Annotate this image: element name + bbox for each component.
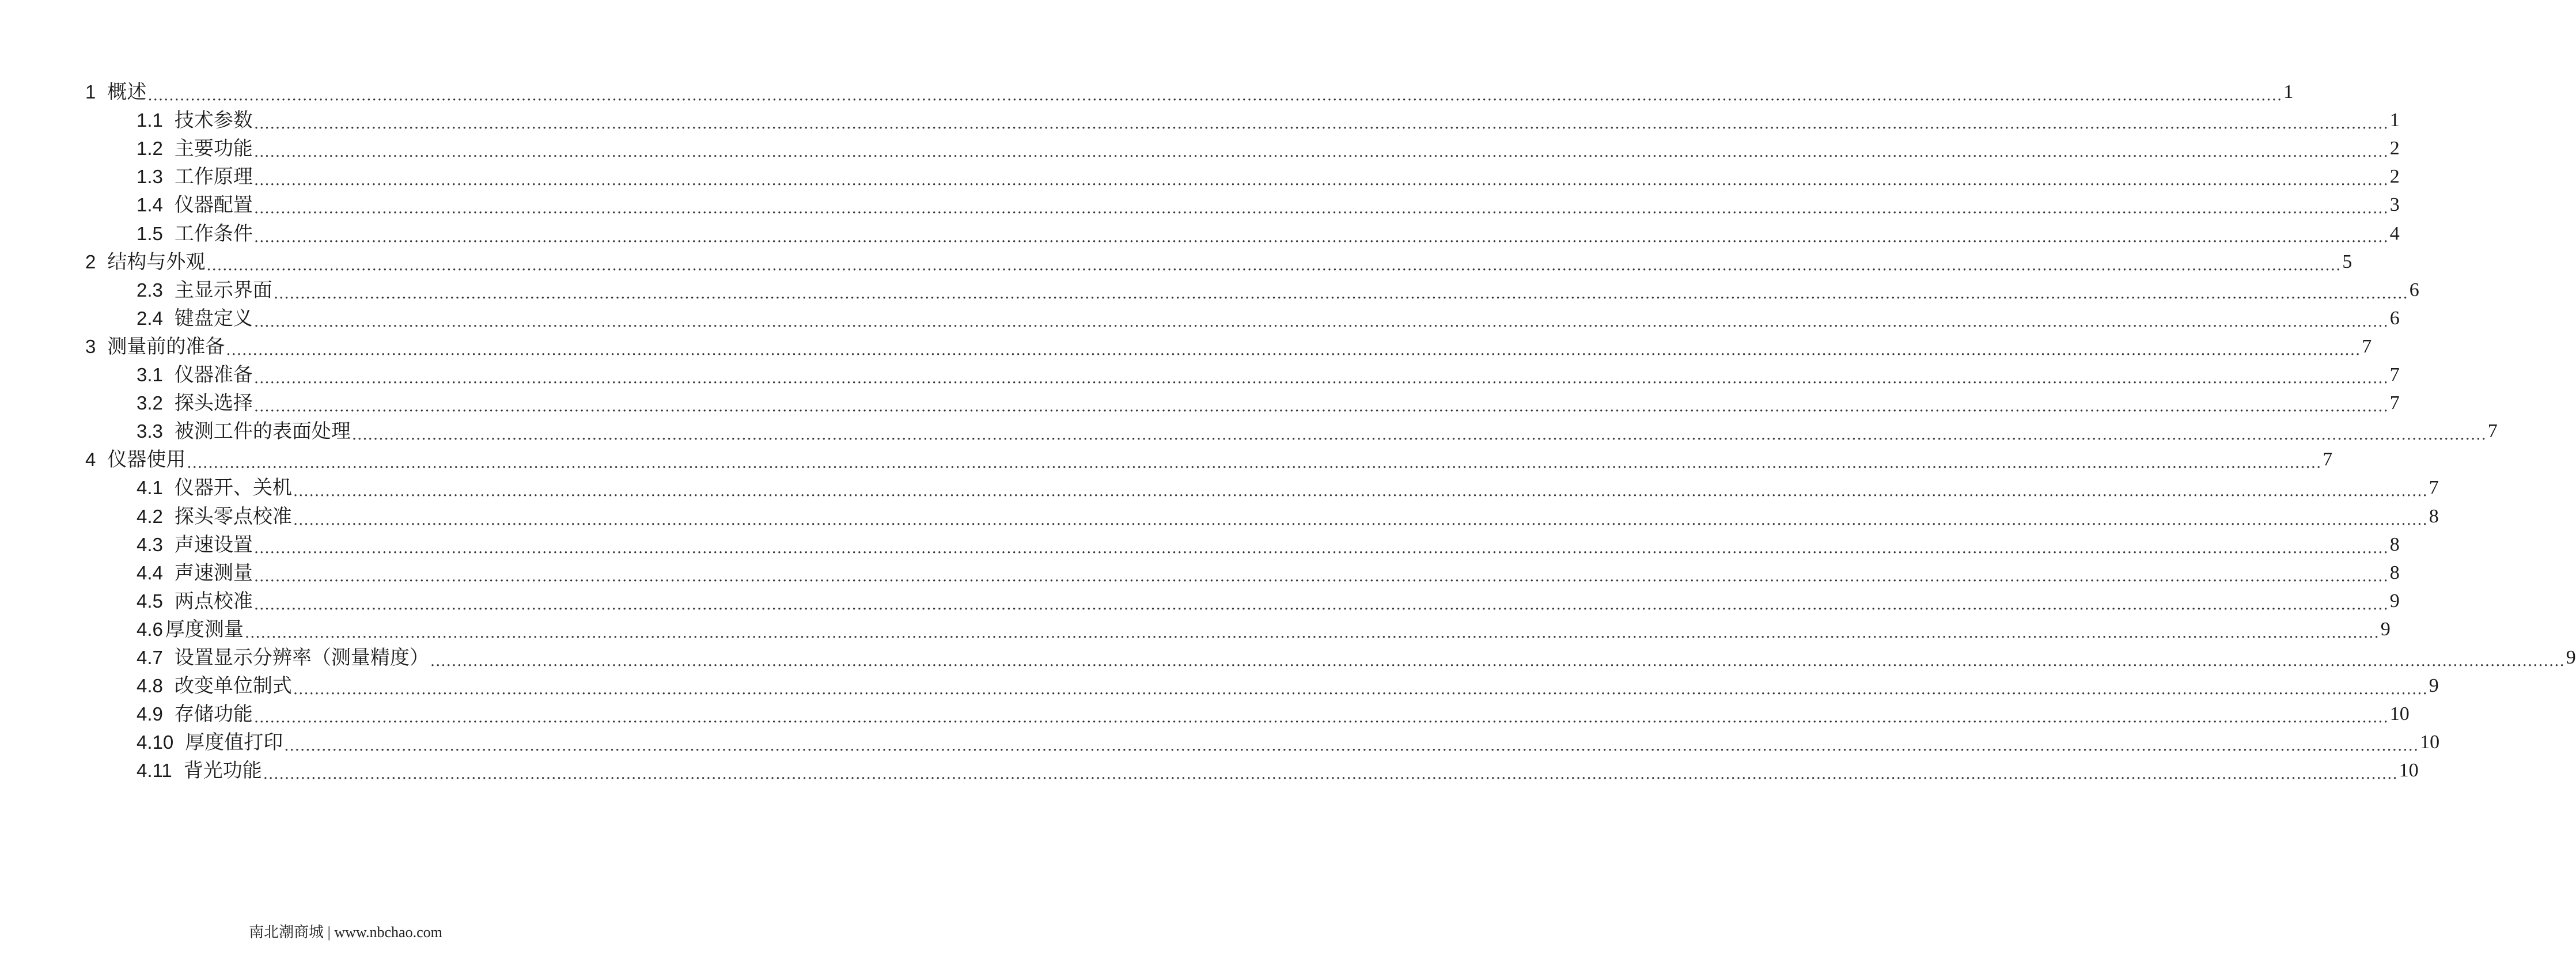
toc-entry-number: 3.3 bbox=[137, 420, 163, 442]
toc-entry-page: 3 bbox=[2389, 194, 2400, 216]
toc-entry-title: 厚度值打印 bbox=[185, 731, 283, 755]
toc-entry[interactable] bbox=[137, 304, 2400, 333]
toc-entry[interactable] bbox=[85, 332, 2372, 361]
toc-entry-number: 4.5 bbox=[137, 590, 163, 612]
toc-entry[interactable] bbox=[137, 191, 2400, 219]
toc-entry[interactable] bbox=[85, 248, 2353, 276]
toc-entry[interactable] bbox=[137, 162, 2400, 191]
toc-entry-title: 被测工件的表面处理 bbox=[174, 420, 351, 443]
toc-entry-number: 1.5 bbox=[137, 222, 163, 244]
toc-entry-title: 仪器开、关机 bbox=[174, 476, 292, 500]
toc-entry-number: 2.3 bbox=[137, 279, 163, 301]
toc-leader-dots: ................................................................................................................................................................................................................................................................................................................................................................................................................ bbox=[253, 709, 2389, 727]
toc-entry-number: 4.8 bbox=[137, 675, 163, 697]
toc-entry-number: 1 bbox=[85, 81, 96, 103]
toc-entry[interactable] bbox=[137, 473, 2439, 502]
toc-entry-title: 厚度测量 bbox=[165, 617, 244, 641]
toc-leader-dots: ................................................................................................................................................................................................................................................................................................................................................................................................................ bbox=[253, 228, 2389, 246]
toc-entry-page: 10 bbox=[2420, 731, 2440, 753]
toc-entry[interactable] bbox=[137, 559, 2400, 587]
toc-entry-title: 概述 bbox=[107, 81, 147, 104]
page-footer: 南北潮商城 | www.nbchao.com bbox=[249, 924, 442, 941]
toc-entry-page: 1 bbox=[2283, 81, 2294, 103]
toc-entry-title: 设置显示分辨率（测量精度） bbox=[174, 646, 429, 669]
toc-entry-page: 7 bbox=[2323, 449, 2333, 471]
toc-entry-page: 6 bbox=[2389, 307, 2400, 329]
toc-entry-title: 技术参数 bbox=[174, 109, 253, 132]
toc-leader-dots: ................................................................................................................................................................................................................................................................................................................................................................................................................ bbox=[253, 370, 2389, 387]
toc-leader-dots: ................................................................................................................................................................................................................................................................................................................................................................................................................ bbox=[226, 341, 2361, 359]
toc-leader-dots: ................................................................................................................................................................................................................................................................................................................................................................................................................ bbox=[351, 426, 2487, 444]
toc-entry[interactable] bbox=[137, 756, 2419, 785]
toc-entry-number: 3.2 bbox=[137, 392, 163, 414]
toc-entry-number: 4.11 bbox=[137, 760, 172, 782]
toc-leader-dots: ................................................................................................................................................................................................................................................................................................................................................................................................................ bbox=[206, 256, 2342, 274]
toc-entry[interactable] bbox=[137, 219, 2400, 248]
toc-entry-title: 主显示界面 bbox=[174, 278, 272, 302]
toc-leader-dots: ................................................................................................................................................................................................................................................................................................................................................................................................................ bbox=[430, 653, 2565, 670]
toc-entry[interactable] bbox=[137, 502, 2439, 531]
toc-entry-number: 2.4 bbox=[137, 307, 163, 329]
toc-entry-title: 测量前的准备 bbox=[107, 335, 225, 358]
toc-entry-page: 9 bbox=[2566, 647, 2576, 668]
toc-entry-title: 仪器使用 bbox=[107, 448, 186, 472]
toc-entry-number: 1.4 bbox=[137, 194, 163, 216]
toc-entry-page: 8 bbox=[2389, 533, 2400, 555]
toc-entry-title: 改变单位制式 bbox=[174, 674, 292, 698]
toc-entry[interactable] bbox=[137, 361, 2400, 389]
toc-entry[interactable] bbox=[137, 728, 2440, 757]
toc-entry-number: 4 bbox=[85, 449, 96, 471]
toc-entry[interactable] bbox=[137, 643, 2576, 672]
toc-entry-number: 4.10 bbox=[137, 731, 174, 753]
toc-leader-dots: ................................................................................................................................................................................................................................................................................................................................................................................................................ bbox=[253, 313, 2389, 331]
toc-entry-number: 4.3 bbox=[137, 533, 163, 555]
toc-entry-title: 工作条件 bbox=[174, 222, 253, 245]
toc-entry-page: 2 bbox=[2389, 138, 2400, 160]
toc-entry[interactable] bbox=[137, 389, 2400, 418]
toc-entry-page: 4 bbox=[2389, 222, 2400, 244]
toc-entry-page: 7 bbox=[2487, 420, 2498, 442]
toc-entry-page: 9 bbox=[2380, 618, 2391, 640]
toc-entry-page: 7 bbox=[2429, 477, 2439, 499]
toc-entry-title: 仪器准备 bbox=[174, 363, 253, 386]
toc-entry[interactable] bbox=[137, 615, 2391, 644]
toc-entry-page: 8 bbox=[2389, 562, 2400, 583]
toc-leader-dots: ................................................................................................................................................................................................................................................................................................................................................................................................................ bbox=[293, 511, 2428, 529]
toc-entry-page: 9 bbox=[2429, 675, 2439, 697]
toc-entry-number: 1.2 bbox=[137, 138, 163, 160]
toc-entry-page: 6 bbox=[2409, 279, 2419, 301]
toc-entry-number: 4.4 bbox=[137, 562, 163, 583]
toc-leader-dots: ................................................................................................................................................................................................................................................................................................................................................................................................................ bbox=[147, 87, 2283, 104]
toc-entry-page: 2 bbox=[2389, 166, 2400, 188]
toc-entry-page: 8 bbox=[2429, 505, 2439, 527]
toc-entry-page: 5 bbox=[2342, 251, 2353, 272]
toc-leader-dots: ................................................................................................................................................................................................................................................................................................................................................................................................................ bbox=[293, 681, 2428, 699]
toc-entry-number: 4.9 bbox=[137, 703, 163, 725]
toc-entry-title: 探头零点校准 bbox=[174, 505, 292, 528]
toc-entry-title: 主要功能 bbox=[174, 137, 253, 161]
toc-leader-dots: ................................................................................................................................................................................................................................................................................................................................................................................................................ bbox=[284, 737, 2419, 755]
toc-entry[interactable] bbox=[137, 106, 2400, 135]
toc-entry[interactable] bbox=[137, 134, 2400, 163]
toc-leader-dots: ................................................................................................................................................................................................................................................................................................................................................................................................................ bbox=[187, 454, 2322, 472]
toc-entry-number: 1.1 bbox=[137, 109, 163, 131]
toc-entry-page: 1 bbox=[2389, 109, 2400, 131]
toc-entry[interactable] bbox=[137, 700, 2410, 729]
toc-entry-page: 9 bbox=[2389, 590, 2400, 612]
toc-entry-page: 10 bbox=[2399, 760, 2419, 782]
toc-entry-title: 探头选择 bbox=[174, 392, 253, 415]
toc-leader-dots: ................................................................................................................................................................................................................................................................................................................................................................................................................ bbox=[293, 483, 2428, 501]
toc-entry[interactable] bbox=[137, 672, 2439, 700]
toc-entry-title: 工作原理 bbox=[174, 165, 253, 189]
toc-leader-dots: ................................................................................................................................................................................................................................................................................................................................................................................................................ bbox=[253, 398, 2389, 416]
toc-entry-title: 仪器配置 bbox=[174, 194, 253, 217]
toc-leader-dots: ................................................................................................................................................................................................................................................................................................................................................................................................................ bbox=[253, 539, 2389, 557]
toc-entry[interactable] bbox=[137, 587, 2400, 616]
toc-entry[interactable] bbox=[137, 276, 2419, 305]
toc-entry-title: 结构与外观 bbox=[107, 250, 206, 274]
toc-leader-dots: ................................................................................................................................................................................................................................................................................................................................................................................................................ bbox=[253, 143, 2389, 161]
toc-entry-page: 7 bbox=[2362, 335, 2372, 357]
toc-entry-number: 4.7 bbox=[137, 647, 163, 668]
toc-entry-page: 7 bbox=[2389, 392, 2400, 414]
toc-entry-page: 7 bbox=[2389, 364, 2400, 385]
toc-leader-dots: ................................................................................................................................................................................................................................................................................................................................................................................................................ bbox=[244, 624, 2380, 642]
toc-entry-title: 背光功能 bbox=[183, 759, 262, 783]
toc-entry-number: 4.2 bbox=[137, 505, 163, 527]
toc-entry-title: 声速设置 bbox=[174, 533, 253, 556]
toc-entry-number: 2 bbox=[85, 251, 96, 272]
toc-entry-number: 4.1 bbox=[137, 477, 163, 499]
toc-entry-number: 3.1 bbox=[137, 364, 163, 385]
toc-entry-number: 1.3 bbox=[137, 166, 163, 188]
toc-entry-title: 声速测量 bbox=[174, 561, 253, 585]
toc-leader-dots: ................................................................................................................................................................................................................................................................................................................................................................................................................ bbox=[263, 765, 2398, 783]
toc-leader-dots: ................................................................................................................................................................................................................................................................................................................................................................................................................ bbox=[253, 596, 2389, 613]
toc-leader-dots: ................................................................................................................................................................................................................................................................................................................................................................................................................ bbox=[273, 285, 2408, 302]
toc-entry[interactable] bbox=[85, 78, 2294, 107]
toc-leader-dots: ................................................................................................................................................................................................................................................................................................................................................................................................................ bbox=[253, 172, 2389, 189]
toc-entry-page: 10 bbox=[2389, 703, 2410, 725]
toc-entry[interactable] bbox=[137, 417, 2498, 446]
toc-entry-title: 两点校准 bbox=[174, 589, 253, 613]
toc-entry-title: 存储功能 bbox=[174, 703, 253, 726]
toc-leader-dots: ................................................................................................................................................................................................................................................................................................................................................................................................................ bbox=[253, 115, 2389, 133]
toc-entry-title: 键盘定义 bbox=[174, 306, 253, 330]
toc-leader-dots: ................................................................................................................................................................................................................................................................................................................................................................................................................ bbox=[253, 200, 2389, 218]
toc-leader-dots: ................................................................................................................................................................................................................................................................................................................................................................................................................ bbox=[253, 567, 2389, 585]
toc-entry-number: 3 bbox=[85, 335, 96, 357]
toc-entry[interactable] bbox=[85, 445, 2333, 474]
toc-entry-number: 4.6 bbox=[137, 618, 163, 640]
toc-entry[interactable] bbox=[137, 530, 2400, 559]
